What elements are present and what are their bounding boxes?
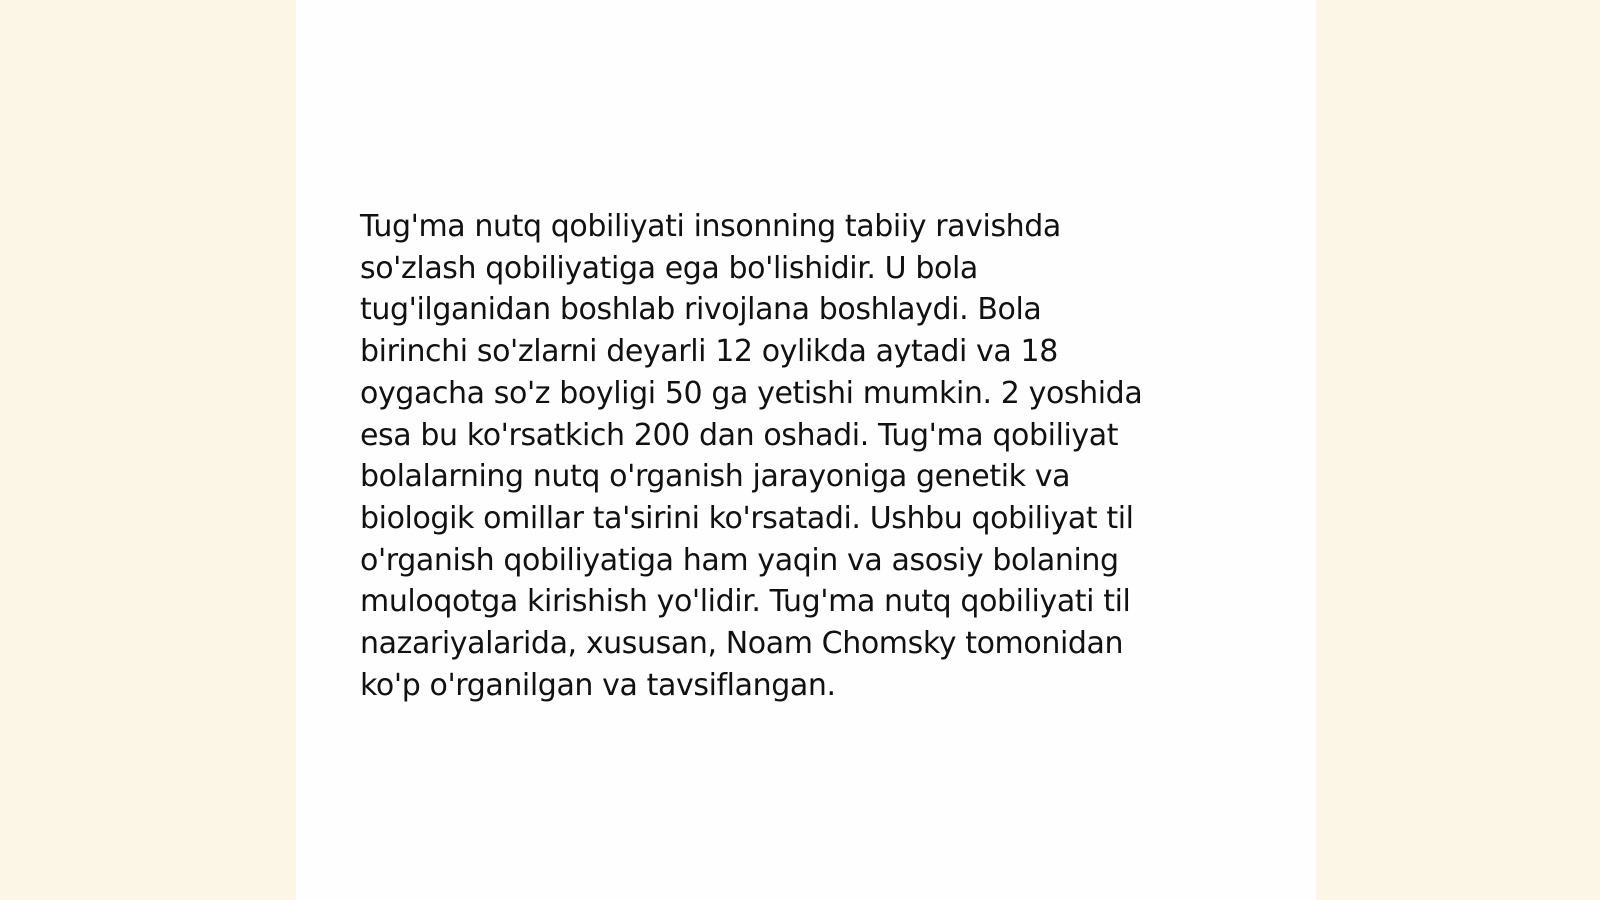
- paragraph-line: so'zlash qobiliyatiga ega bo'lishidir. U bola: [360, 250, 978, 286]
- paragraph-line: oygacha so'z boyligi 50 ga yetishi mumkin. 2 yoshida: [360, 375, 1143, 411]
- paragraph-line: esa bu ko'rsatkich 200 dan oshadi. Tug'ma qobiliyat: [360, 417, 1119, 453]
- right-margin-background: [1316, 0, 1600, 900]
- paragraph-line: biologik omillar ta'sirini ko'rsatadi. Ushbu qobiliyat til: [360, 500, 1134, 536]
- body-paragraph: [360, 206, 1220, 706]
- paragraph-line: muloqotga kirishish yo'lidir. Tug'ma nutq qobiliyati til: [360, 584, 1131, 620]
- paragraph-line: birinchi so'zlarni deyarli 12 oylikda aytadi va 18: [360, 334, 1058, 370]
- paragraph-line: ko'p o'rganilgan va tavsiflangan.: [360, 667, 836, 703]
- paragraph-line: Tug'ma nutq qobiliyati insonning tabiiy ravishda: [360, 209, 1061, 244]
- paragraph-line: o'rganish qobiliyatiga ham yaqin va asosiy bolaning: [360, 542, 1119, 578]
- paragraph-line: nazariyalarida, xususan, Noam Chomsky tomonidan: [360, 626, 1124, 662]
- left-margin-background: [0, 0, 296, 900]
- paragraph-line: tug'ilganidan boshlab rivojlana boshlaydi. Bola: [360, 292, 1042, 328]
- paragraph-line: bolalarning nutq o'rganish jarayoniga genetik va: [360, 459, 1071, 495]
